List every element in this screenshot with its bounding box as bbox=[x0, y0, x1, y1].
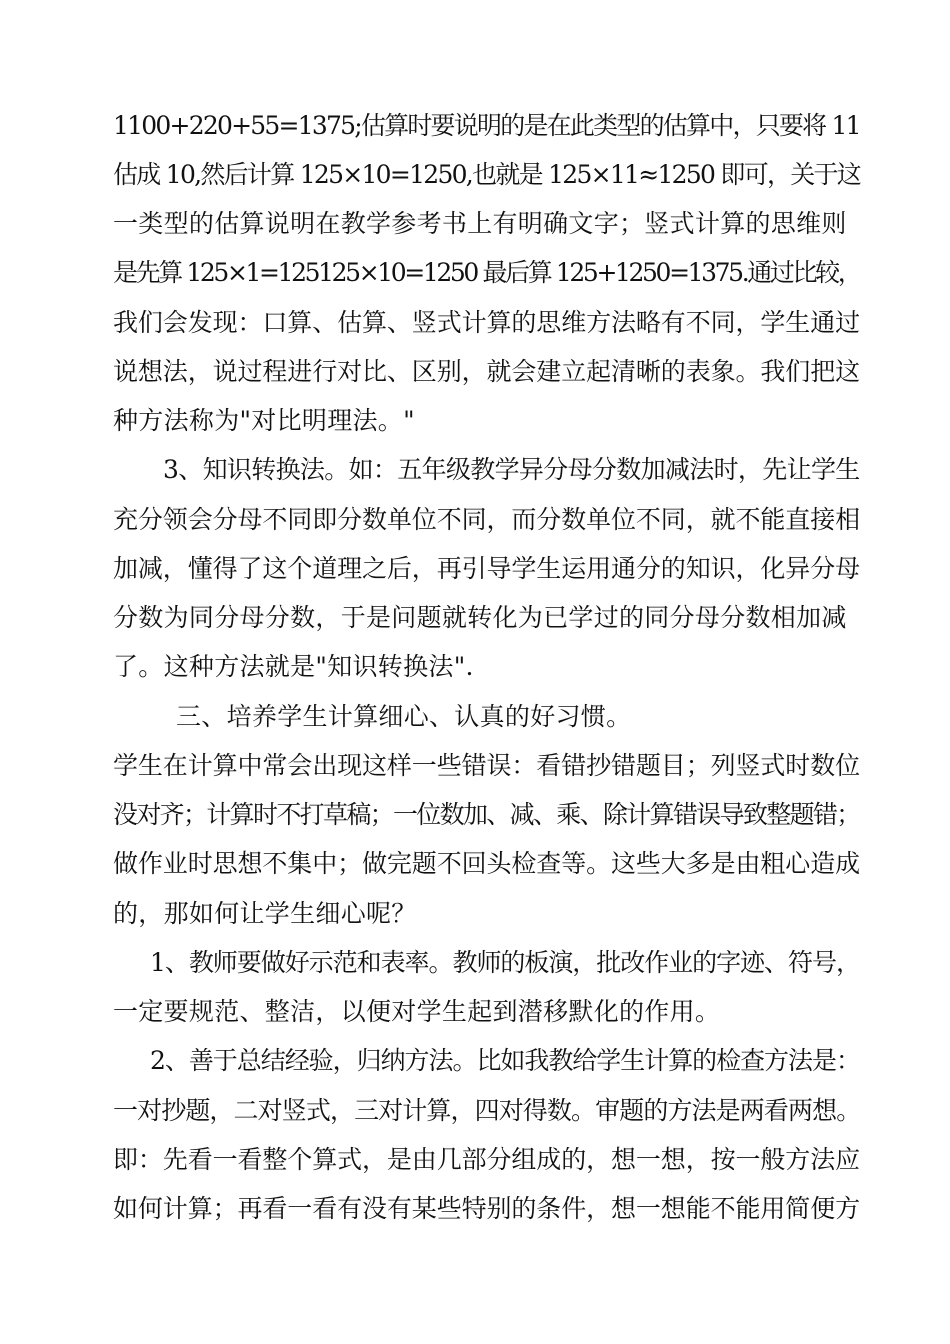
text-line: 做作业时思想不集中；做完题不回头检查等。这些大多是由粗心造成 bbox=[113, 849, 861, 878]
text-line: 没对齐；计算时不打草稿；一位数加、减、乘、除计算错误导致整题错； bbox=[113, 800, 860, 829]
text-line: 加减，懂得了这个道理之后，再引导学生运用通分的知识，化异分母 bbox=[113, 554, 861, 583]
text-line: 是先算 125×1=125125×10=1250 最后算 125+1250=1375.通过比较， bbox=[113, 258, 861, 287]
text-line: 一定要规范、整洁，以便对学生起到潜移默化的作用。 bbox=[113, 997, 721, 1026]
text-line: 的，那如何让学生细心呢？ bbox=[113, 899, 417, 928]
text-line: 即：先看一看整个算式，是由几部分组成的，想一想，按一般方法应 bbox=[113, 1145, 861, 1174]
text-line: 学生在计算中常会出现这样一些错误：看错抄错题目；列竖式时数位 bbox=[113, 751, 861, 780]
text-line: 分数为同分母分数，于是问题就转化为已学过的同分母分数相加减 bbox=[113, 603, 847, 632]
text-line: 1、教师要做好示范和表率。教师的板演，批改作业的字迹、符号， bbox=[150, 948, 860, 977]
text-line: 估成 10,然后计算 125×10=1250,也就是 125×11≈1250 即可，关于这 bbox=[113, 160, 861, 189]
text-line: 种方法称为"对比明理法。" bbox=[113, 406, 415, 435]
text-line: 如何计算；再看一看有没有某些特别的条件，想一想能不能用简便方 bbox=[113, 1194, 861, 1223]
text-line: 2、善于总结经验，归纳方法。比如我教给学生计算的检查方法是： bbox=[150, 1046, 860, 1075]
text-line: 3、知识转换法。如：五年级教学异分母分数加减法时，先让学生 bbox=[163, 455, 860, 484]
text-line: 1100+220+55=1375;估算时要说明的是在此类型的估算中，只要将 11 bbox=[113, 111, 860, 140]
text-line: 充分领会分母不同即分数单位不同，而分数单位不同，就不能直接相 bbox=[113, 505, 861, 534]
text-line: 一对抄题，二对竖式，三对计算，四对得数。审题的方法是两看两想。 bbox=[113, 1096, 861, 1125]
heading-text: 三、培养学生计算细心、认真的好习惯。 bbox=[176, 702, 632, 731]
text-line: 我们会发现：口算、估算、竖式计算的思维方法略有不同，学生通过 bbox=[113, 308, 861, 337]
text-line: 了。这种方法就是"知识转换法". bbox=[113, 652, 474, 681]
text-line: 一类型的估算说明在教学参考书上有明确文字；竖式计算的思维则 bbox=[113, 209, 847, 238]
text-line: 说想法，说过程进行对比、区别，就会建立起清晰的表象。我们把这 bbox=[113, 357, 861, 386]
